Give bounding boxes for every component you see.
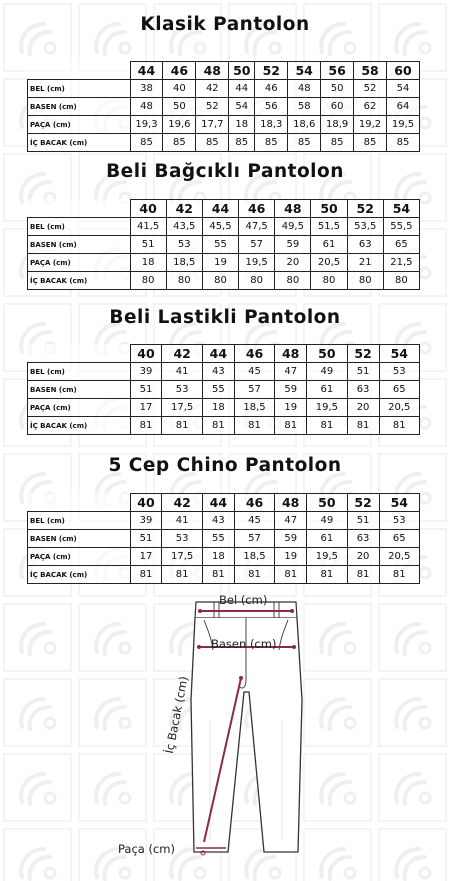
measure-cell: 46 — [255, 80, 288, 98]
measure-cell: 81 — [307, 566, 347, 584]
measure-cell: 18,5 — [166, 254, 202, 272]
measure-cell: 85 — [354, 134, 387, 152]
size-header: 52 — [347, 494, 379, 512]
measure-cell: 53,5 — [347, 218, 383, 236]
measure-cell: 18 — [130, 254, 166, 272]
measure-cell: 51 — [347, 512, 379, 530]
section-5-cep-chino — [0, 455, 450, 476]
measure-cell: 50 — [321, 80, 354, 98]
row-label: BEL (cm) — [28, 363, 131, 381]
measure-cell: 20 — [347, 399, 379, 417]
measure-cell: 80 — [130, 272, 166, 290]
section-beli-bagcikli — [0, 161, 450, 182]
measure-cell: 53 — [379, 512, 419, 530]
measure-cell: 53 — [379, 363, 419, 381]
measure-cell: 20 — [347, 548, 379, 566]
table-row — [28, 254, 420, 272]
measure-cell: 81 — [347, 566, 379, 584]
measure-cell: 19 — [275, 548, 307, 566]
size-header-row — [28, 494, 420, 512]
measure-cell: 18,5 — [234, 399, 274, 417]
row-label: PAÇA (cm) — [28, 399, 131, 417]
measure-cell: 85 — [387, 134, 420, 152]
size-header: 50 — [311, 200, 347, 218]
row-label: PAÇA (cm) — [28, 254, 131, 272]
measure-cell: 81 — [162, 566, 202, 584]
measure-cell: 19 — [202, 254, 238, 272]
measure-cell: 42 — [196, 80, 229, 98]
ic-bacak-label: İç Bacak (cm) — [162, 674, 191, 755]
measure-cell: 60 — [321, 98, 354, 116]
measure-cell: 57 — [234, 530, 274, 548]
size-header: 46 — [163, 62, 196, 80]
row-label: İÇ BACAK (cm) — [28, 417, 131, 435]
size-header: 44 — [202, 345, 234, 363]
measure-cell: 52 — [196, 98, 229, 116]
size-header-row — [28, 62, 420, 80]
size-header: 46 — [234, 494, 274, 512]
measure-cell: 18,5 — [234, 548, 274, 566]
bel-label: Bel (cm) — [219, 593, 268, 607]
size-header: 60 — [387, 62, 420, 80]
measure-cell: 20,5 — [311, 254, 347, 272]
measure-cell: 80 — [275, 272, 311, 290]
measure-cell: 20,5 — [379, 399, 419, 417]
table-row — [28, 399, 420, 417]
measure-cell: 51 — [130, 530, 162, 548]
measure-cell: 81 — [275, 417, 307, 435]
measure-cell: 81 — [234, 417, 274, 435]
size-header: 42 — [162, 494, 202, 512]
table-row — [28, 116, 420, 134]
measure-cell: 65 — [379, 530, 419, 548]
measure-cell: 59 — [275, 381, 307, 399]
measure-cell: 80 — [383, 272, 419, 290]
row-label: PAÇA (cm) — [28, 116, 131, 134]
measure-cell: 20 — [275, 254, 311, 272]
size-header-row — [28, 345, 420, 363]
measure-cell: 17 — [130, 399, 162, 417]
measure-cell: 80 — [347, 272, 383, 290]
measure-cell: 17 — [130, 548, 162, 566]
measure-cell: 18 — [229, 116, 255, 134]
size-header: 40 — [130, 200, 166, 218]
table-row — [28, 218, 420, 236]
measure-cell: 47 — [275, 363, 307, 381]
measure-cell: 17,5 — [162, 548, 202, 566]
measure-cell: 58 — [288, 98, 321, 116]
table-row — [28, 381, 420, 399]
measure-cell: 55 — [202, 236, 238, 254]
measure-cell: 53 — [162, 381, 202, 399]
paca-label: Paça (cm) — [118, 842, 175, 856]
measure-cell: 85 — [130, 134, 163, 152]
size-table-klasik — [27, 61, 420, 152]
measure-cell: 53 — [162, 530, 202, 548]
measure-cell: 85 — [229, 134, 255, 152]
row-label: BASEN (cm) — [28, 98, 131, 116]
table-row — [28, 98, 420, 116]
size-header: 54 — [379, 345, 419, 363]
size-header: 44 — [130, 62, 163, 80]
measure-cell: 41,5 — [130, 218, 166, 236]
measure-cell: 81 — [307, 417, 347, 435]
table-row — [28, 363, 420, 381]
measure-cell: 18,6 — [288, 116, 321, 134]
measure-cell: 19,5 — [307, 399, 347, 417]
measure-cell: 80 — [202, 272, 238, 290]
measure-cell: 45 — [234, 512, 274, 530]
size-header: 46 — [239, 200, 275, 218]
row-label: BEL (cm) — [28, 80, 131, 98]
table-row — [28, 236, 420, 254]
measure-cell: 85 — [288, 134, 321, 152]
table-row — [28, 512, 420, 530]
measure-cell: 47 — [275, 512, 307, 530]
measure-cell: 38 — [130, 80, 163, 98]
measure-cell: 85 — [196, 134, 229, 152]
measure-cell: 81 — [162, 417, 202, 435]
measure-cell: 63 — [347, 381, 379, 399]
measure-cell: 61 — [307, 381, 347, 399]
size-header: 42 — [166, 200, 202, 218]
table-row — [28, 548, 420, 566]
size-header: 52 — [255, 62, 288, 80]
size-header: 58 — [354, 62, 387, 80]
measure-cell: 49 — [307, 512, 347, 530]
measure-cell: 50 — [163, 98, 196, 116]
measure-cell: 18 — [202, 548, 234, 566]
measure-cell: 81 — [347, 417, 379, 435]
section-klasik — [0, 14, 450, 35]
measure-cell: 81 — [130, 566, 162, 584]
measure-cell: 80 — [239, 272, 275, 290]
row-label: BASEN (cm) — [28, 530, 131, 548]
measure-cell: 48 — [130, 98, 163, 116]
measure-cell: 40 — [163, 80, 196, 98]
measure-cell: 85 — [255, 134, 288, 152]
measure-cell: 45,5 — [202, 218, 238, 236]
measure-cell: 59 — [275, 530, 307, 548]
row-label: İÇ BACAK (cm) — [28, 566, 131, 584]
size-header: 48 — [275, 200, 311, 218]
size-header: 48 — [196, 62, 229, 80]
size-header: 46 — [234, 345, 274, 363]
measure-cell: 56 — [255, 98, 288, 116]
measure-cell: 19,5 — [307, 548, 347, 566]
size-header: 40 — [130, 345, 162, 363]
header-corner — [28, 62, 131, 80]
table-row — [28, 272, 420, 290]
measure-cell: 61 — [307, 530, 347, 548]
measure-cell: 81 — [379, 417, 419, 435]
measure-cell: 43 — [202, 363, 234, 381]
measure-cell: 64 — [387, 98, 420, 116]
pants-measurement-diagram — [0, 580, 450, 881]
size-header-row — [28, 200, 420, 218]
measure-cell: 81 — [130, 417, 162, 435]
size-table-5-cep-chino — [27, 493, 420, 584]
row-label: BEL (cm) — [28, 218, 131, 236]
size-header: 50 — [307, 494, 347, 512]
measure-cell: 65 — [383, 236, 419, 254]
measure-cell: 51 — [130, 236, 166, 254]
header-corner — [28, 494, 131, 512]
size-header: 54 — [379, 494, 419, 512]
row-label: BASEN (cm) — [28, 236, 131, 254]
size-table-beli-bagcikli — [27, 199, 420, 290]
measure-cell: 19,5 — [239, 254, 275, 272]
size-header: 40 — [130, 494, 162, 512]
pants-outline-illustration — [0, 580, 450, 881]
table-title: Beli Lastikli Pantolon — [109, 307, 341, 328]
measure-cell: 81 — [379, 566, 419, 584]
measure-cell: 63 — [347, 236, 383, 254]
size-header: 52 — [347, 200, 383, 218]
size-header: 54 — [288, 62, 321, 80]
size-header: 50 — [307, 345, 347, 363]
measure-cell: 49,5 — [275, 218, 311, 236]
measure-cell: 57 — [234, 381, 274, 399]
table-row — [28, 134, 420, 152]
measure-cell: 17,5 — [162, 399, 202, 417]
measure-cell: 21,5 — [383, 254, 419, 272]
table-row — [28, 80, 420, 98]
row-label: İÇ BACAK (cm) — [28, 134, 131, 152]
measure-cell: 81 — [234, 566, 274, 584]
measure-cell: 47,5 — [239, 218, 275, 236]
measure-cell: 19,3 — [130, 116, 163, 134]
table-title: Beli Bağcıklı Pantolon — [106, 161, 344, 182]
size-header: 44 — [202, 494, 234, 512]
section-beli-lastikli — [0, 307, 450, 328]
row-label: BASEN (cm) — [28, 381, 131, 399]
table-row — [28, 530, 420, 548]
measure-cell: 81 — [202, 417, 234, 435]
measure-cell: 43 — [202, 512, 234, 530]
measure-cell: 85 — [163, 134, 196, 152]
size-header: 52 — [347, 345, 379, 363]
measure-cell: 18,3 — [255, 116, 288, 134]
measure-cell: 53 — [166, 236, 202, 254]
size-header: 48 — [275, 345, 307, 363]
table-title: 5 Cep Chino Pantolon — [108, 455, 342, 476]
measure-cell: 85 — [321, 134, 354, 152]
measure-cell: 48 — [288, 80, 321, 98]
table-title: Klasik Pantolon — [140, 14, 310, 35]
measure-cell: 51,5 — [311, 218, 347, 236]
measure-cell: 52 — [354, 80, 387, 98]
measure-cell: 65 — [379, 381, 419, 399]
measure-cell: 62 — [354, 98, 387, 116]
measure-cell: 80 — [311, 272, 347, 290]
measure-cell: 19,5 — [387, 116, 420, 134]
basen-label: Basen (cm) — [211, 637, 277, 651]
measure-cell: 54 — [387, 80, 420, 98]
measure-cell: 39 — [130, 512, 162, 530]
size-header: 42 — [162, 345, 202, 363]
measure-cell: 63 — [347, 530, 379, 548]
measure-cell: 81 — [202, 566, 234, 584]
measure-cell: 21 — [347, 254, 383, 272]
measure-cell: 18 — [202, 399, 234, 417]
row-label: BEL (cm) — [28, 512, 131, 530]
table-row — [28, 417, 420, 435]
size-header: 48 — [275, 494, 307, 512]
measure-cell: 45 — [234, 363, 274, 381]
header-corner — [28, 200, 131, 218]
measure-cell: 61 — [311, 236, 347, 254]
measure-cell: 43,5 — [166, 218, 202, 236]
measure-cell: 17,7 — [196, 116, 229, 134]
measure-cell: 80 — [166, 272, 202, 290]
measure-cell: 57 — [239, 236, 275, 254]
size-header: 44 — [202, 200, 238, 218]
measure-cell: 19,2 — [354, 116, 387, 134]
measure-cell: 59 — [275, 236, 311, 254]
measure-cell: 44 — [229, 80, 255, 98]
row-label: PAÇA (cm) — [28, 548, 131, 566]
size-table-beli-lastikli — [27, 344, 420, 435]
measure-cell: 41 — [162, 512, 202, 530]
size-header: 54 — [383, 200, 419, 218]
header-corner — [28, 345, 131, 363]
measure-cell: 55,5 — [383, 218, 419, 236]
size-header: 56 — [321, 62, 354, 80]
measure-cell: 54 — [229, 98, 255, 116]
size-header: 50 — [229, 62, 255, 80]
measure-cell: 55 — [202, 530, 234, 548]
measure-cell: 55 — [202, 381, 234, 399]
measure-cell: 39 — [130, 363, 162, 381]
row-label: İÇ BACAK (cm) — [28, 272, 131, 290]
measure-cell: 20,5 — [379, 548, 419, 566]
measure-cell: 49 — [307, 363, 347, 381]
measure-cell: 81 — [275, 566, 307, 584]
measure-cell: 51 — [347, 363, 379, 381]
measure-cell: 18,9 — [321, 116, 354, 134]
measure-cell: 19 — [275, 399, 307, 417]
measure-cell: 51 — [130, 381, 162, 399]
measure-cell: 19,6 — [163, 116, 196, 134]
measure-cell: 41 — [162, 363, 202, 381]
